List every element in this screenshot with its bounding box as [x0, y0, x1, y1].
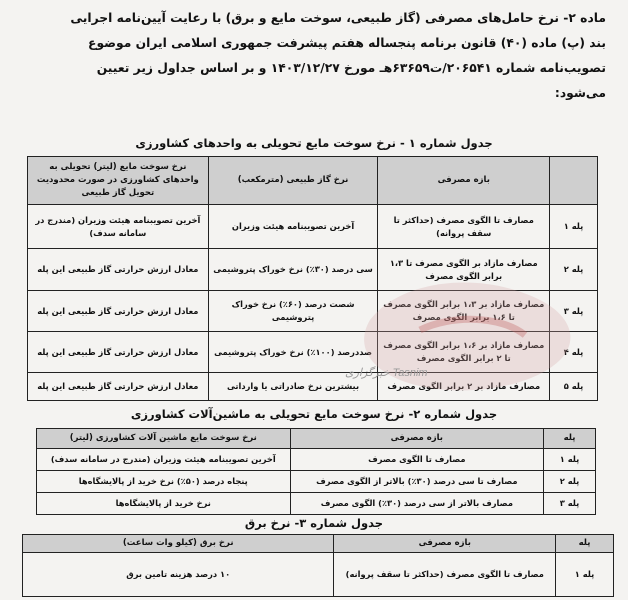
table3-header-row	[23, 535, 614, 553]
article-line: تصویب‌نامه شماره ۲۰۶۵۴۱/ت۶۳۶۵۹هـ مورخ ۱۴۰۳/۱۲/۲۷ و بر اساس جداول زیر تعیین	[96, 61, 606, 75]
table-row	[28, 205, 598, 249]
gas-rate-cell: سی درصد (۳۰٪) نرخ خوراک پتروشیمی	[208, 249, 378, 291]
watermark-brand-fa: خبرگزاری	[345, 367, 390, 379]
article-line: ماده ۲- نرخ حامل‌های مصرفی (گاز طبیعی، سوخت مایع و برق) با رعایت آیین‌نامه اجرایی	[70, 11, 606, 25]
table2	[36, 428, 596, 515]
table1	[27, 156, 598, 401]
tasnim-watermark-text	[345, 366, 428, 379]
range-cell: مصارف بالاتر از سی درصد (۳۰٪) الگوی مصرف	[290, 493, 544, 515]
fuel-rate-cell: معادل ارزش حرارتی گاز طبیعی این پله	[28, 291, 209, 332]
table3-header-cell: نرخ برق (کیلو وات ساعت)	[23, 535, 334, 553]
range-cell: مصارف مازاد بر الگوی مصرف تا ۱،۳ برابر الگوی مصرف	[378, 249, 550, 291]
table-row	[37, 493, 596, 515]
article-line: بند (پ) ماده (۴۰) قانون برنامه پنجساله هفتم پیشرفت جمهوری اسلامی ایران موضوع	[88, 36, 606, 50]
table-row	[28, 373, 598, 401]
table3-header-cell: بازه مصرفی	[334, 535, 556, 553]
table-row	[28, 332, 598, 373]
range-cell: مصارف مازاد بر ۱،۳ برابر الگوی مصرف تا ۱،۶ برابر الگوی مصرف	[378, 291, 550, 332]
article-line: می‌شود:	[554, 86, 606, 100]
table2-header-cell: بازه مصرفی	[290, 429, 544, 449]
gas-rate-cell: شصت درصد (۶۰٪) نرخ خوراک پتروشیمی	[208, 291, 378, 332]
gas-rate-cell: صددرصد (۱۰۰٪) نرخ خوراک پتروشیمی	[208, 332, 378, 373]
step-cell: پله ۲	[550, 249, 598, 291]
table3	[22, 534, 614, 597]
table-row	[28, 249, 598, 291]
fuel-rate-cell: آخرین تصویبنامه هیئت وزیران (مندرج در سامانه سدف)	[28, 205, 209, 249]
fuel-rate-cell: معادل ارزش حرارتی گاز طبیعی این پله	[28, 249, 209, 291]
step-cell: پله ۱	[550, 205, 598, 249]
rate-cell: نرخ خرید از پالایشگاه‌ها	[37, 493, 291, 515]
table1-header-cell	[550, 157, 598, 205]
rate-cell: پنجاه درصد (۵۰٪) نرخ خرید از پالایشگاه‌ها	[37, 471, 291, 493]
gas-rate-cell: آخرین تصویبنامه هیئت وزیران	[208, 205, 378, 249]
range-cell: مصارف تا الگوی مصرف (حداکثر تا سقف پروانه)	[378, 205, 550, 249]
table1-header-cell: نرخ گاز طبیعی (مترمکعب)	[208, 157, 378, 205]
table2-caption: جدول شماره ۲- نرخ سوخت مایع تحویلی به ماشین‌آلات کشاورزی	[130, 407, 498, 421]
range-cell: مصارف مازاد بر ۲ برابر الگوی مصرف	[378, 373, 550, 401]
range-cell: مصارف تا سی درصد (۳۰٪) بالاتر از الگوی مصرف	[290, 471, 544, 493]
article-paragraph	[14, 6, 606, 106]
table1-header-cell: نرخ سوخت مایع (لیتر) تحویلی به واحدهای کشاورزی در صورت محدودیت تحویل گاز طبیعی	[28, 157, 209, 205]
range-cell: مصارف تا الگوی مصرف (حداکثر تا سقف پروانه)	[334, 553, 556, 597]
table3-header-cell: پله	[556, 535, 614, 553]
table2-header-cell: نرخ سوخت مایع ماشین آلات کشاورزی (لیتر)	[37, 429, 291, 449]
table-row	[28, 291, 598, 332]
watermark-brand: Tasnim	[392, 367, 428, 379]
range-cell: مصارف تا الگوی مصرف	[290, 449, 544, 471]
fuel-rate-cell: معادل ارزش حرارتی گاز طبیعی این پله	[28, 373, 209, 401]
table2-header-row	[37, 429, 596, 449]
step-cell: پله ۴	[550, 332, 598, 373]
step-cell: پله ۲	[544, 471, 596, 493]
step-cell: پله ۳	[550, 291, 598, 332]
range-cell: مصارف مازاد بر ۱،۶ برابر الگوی مصرف تا ۲ برابر الگوی مصرف	[378, 332, 550, 373]
gas-rate-cell: بیشترین نرخ صادراتی یا وارداتی	[208, 373, 378, 401]
table3-caption: جدول شماره ۳- نرخ برق	[244, 516, 384, 530]
step-cell: پله ۵	[550, 373, 598, 401]
table1-header-row	[28, 157, 598, 205]
rate-cell: ۱۰ درصد هزینه تامین برق	[23, 553, 334, 597]
step-cell: پله ۳	[544, 493, 596, 515]
table-row	[37, 471, 596, 493]
fuel-rate-cell: معادل ارزش حرارتی گاز طبیعی این پله	[28, 332, 209, 373]
table1-header-cell: بازه مصرفی	[378, 157, 550, 205]
table1-caption: جدول شماره ۱ - نرخ سوخت مایع تحویلی به واحدهای کشاورزی	[135, 136, 493, 150]
step-cell: پله ۱	[556, 553, 614, 597]
step-cell: پله ۱	[544, 449, 596, 471]
rate-cell: آخرین تصویبنامه هیئت وزیران (مندرج در سامانه سدف)	[37, 449, 291, 471]
table-row	[37, 449, 596, 471]
table2-header-cell: پله	[544, 429, 596, 449]
table-row	[23, 553, 614, 597]
